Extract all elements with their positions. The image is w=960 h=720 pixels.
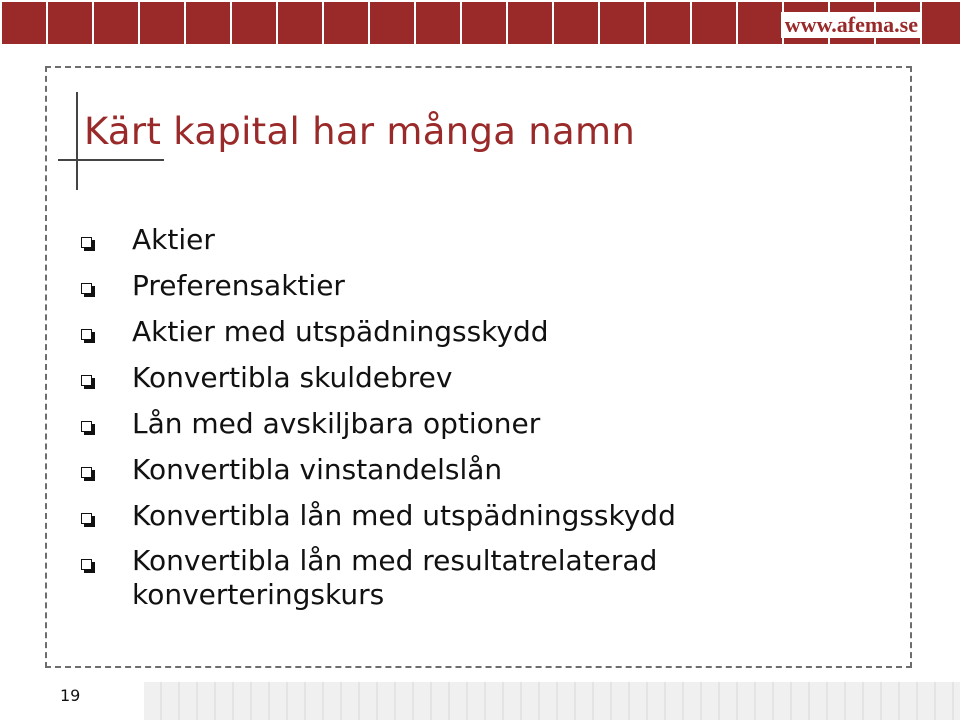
list-item-text: Preferensaktier bbox=[132, 269, 345, 302]
list-item bbox=[76, 452, 876, 488]
list-item bbox=[76, 544, 876, 612]
footer-strip bbox=[144, 682, 960, 720]
checkbox-bullet-icon bbox=[81, 237, 92, 248]
title-crosshair-horizontal bbox=[58, 159, 164, 161]
list-item-text: Aktier bbox=[132, 223, 215, 256]
list-item bbox=[76, 498, 876, 534]
checkbox-bullet-icon bbox=[81, 467, 92, 478]
checkbox-bullet-icon bbox=[81, 375, 92, 386]
slide-title: Kärt kapital har många namn bbox=[84, 110, 636, 153]
list-item bbox=[76, 268, 876, 304]
list-item-text: Aktier med utspädningsskydd bbox=[132, 315, 549, 348]
brand-url: www.afema.se bbox=[781, 12, 922, 38]
list-item bbox=[76, 406, 876, 442]
checkbox-bullet-icon bbox=[81, 283, 92, 294]
checkbox-bullet-icon bbox=[81, 329, 92, 340]
bullet-list bbox=[76, 222, 876, 622]
title-crosshair-vertical bbox=[76, 92, 78, 190]
list-item-text: Konvertibla skuldebrev bbox=[132, 361, 453, 394]
list-item-text: Konvertibla vinstandelslån bbox=[132, 453, 503, 486]
list-item bbox=[76, 222, 876, 258]
page-number: 19 bbox=[60, 686, 81, 705]
checkbox-bullet-icon bbox=[81, 421, 92, 432]
list-item bbox=[76, 314, 876, 350]
list-item-text: Konvertibla lån med resultatrelaterad konverteringskurs bbox=[132, 544, 658, 611]
list-item bbox=[76, 360, 876, 396]
page-number-box bbox=[0, 682, 144, 718]
checkbox-bullet-icon bbox=[81, 559, 92, 570]
list-item-text: Konvertibla lån med utspädningsskydd bbox=[132, 499, 676, 532]
checkbox-bullet-icon bbox=[81, 513, 92, 524]
list-item-text: Lån med avskiljbara optioner bbox=[132, 407, 541, 440]
